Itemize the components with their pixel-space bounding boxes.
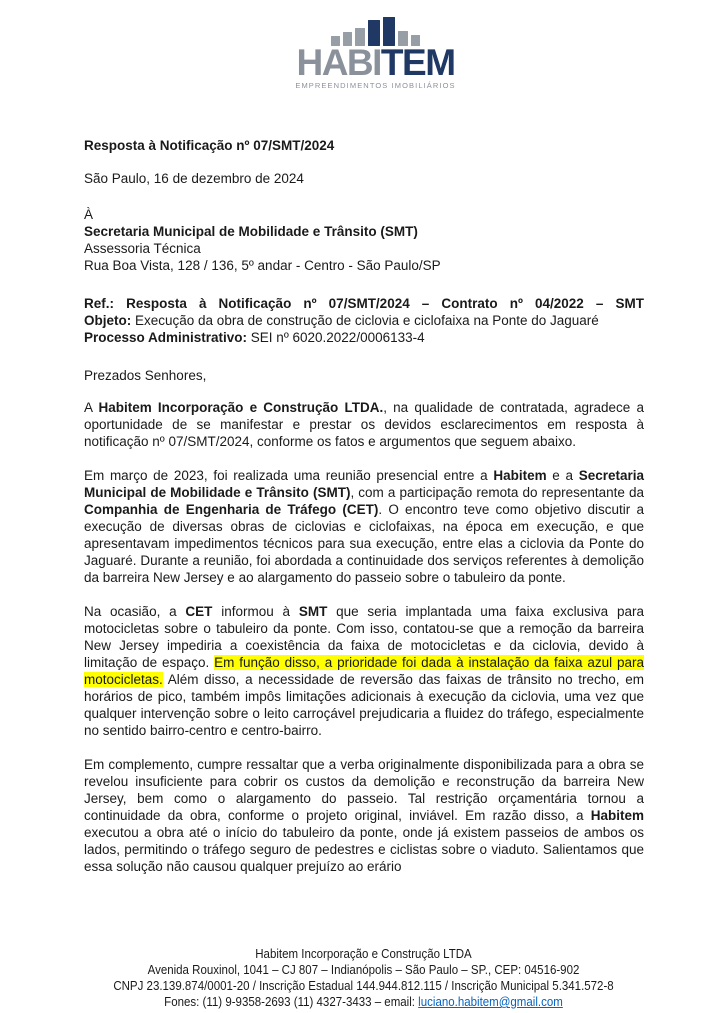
email-link[interactable]: luciano.habitem@gmail.com: [418, 995, 563, 1009]
reference-block: [84, 295, 644, 346]
footer: [29, 946, 698, 1010]
reference-line: [84, 295, 644, 312]
objeto-line: [84, 312, 644, 329]
text-run: Em complemento, cumpre ressaltar que a verba originalmente disponibilizada para a obra se revelou insuficiente para cobrir os custos da demolição e reconstrução da barreira New Jersey, bem como o alargamento do passeio. Tal restrição orçamentária tornou a continuidade da obra, conforme o projeto original, inviável. Em razão disso, a: [84, 757, 644, 823]
logo-wordmark-gray: HABI: [296, 42, 381, 83]
body-paragraph: [84, 399, 644, 450]
logo-tagline: EMPREENDIMENTOS IMOBILIÁRIOS: [295, 81, 456, 90]
text-run: Habitem Incorporação e Construção LTDA.: [98, 400, 384, 415]
text-run: . O encontro teve como objetivo discutir a execução de diversas obras de ciclovias e ciclofaixas, na época em execução, e que apresentavam impedimentos técnicos para sua execução, entre elas a ciclovia da Ponte do Jaguaré. Durante a reunião, foi abordada a continuidade dos serviços referentes à demolição da barreira New Jersey e ao alargamento do passeio sobre o tabuleiro da ponte.: [84, 502, 645, 585]
footer-phones: Fones: (11) 9-9358-2693 (11) 4327-3433 – email:: [164, 995, 419, 1009]
text-run: CET: [185, 604, 213, 619]
text-run: e a: [546, 468, 579, 483]
body-paragraph: [84, 603, 644, 739]
recipient-address: Rua Boa Vista, 128 / 136, 5º andar - Centro - São Paulo/SP: [84, 258, 441, 273]
highlighted-text: Em função disso, a prioridade foi dada à instalação da faixa azul para motocicletas.: [84, 655, 644, 687]
text-run: Processo Administrativo:: [84, 330, 248, 345]
text-run: A: [84, 400, 99, 415]
text-run: Habitem: [590, 808, 644, 823]
recipient-department: Assessoria Técnica: [84, 241, 201, 256]
processo-line: [84, 329, 644, 346]
text-run: Na ocasião, a: [84, 604, 186, 619]
footer-address: Avenida Rouxinol, 1041 – CJ 807 – Indianópolis – São Paulo – SP., CEP: 04516-902: [147, 963, 580, 977]
text-run: executou a obra até o início do tabuleiro da ponte, onde já existem passeios de ambos os lados, permitindo o tráfego seguro de pedestres e ciclistas sobre o viaduto. Salientamos que essa solução não causou qualquer prejuízo ao erário: [84, 825, 644, 874]
text-run: SMT: [298, 604, 328, 619]
body-paragraph: [84, 467, 644, 586]
text-run: Objeto:: [84, 313, 132, 328]
text-run: , na qualidade de contratada, agradece a oportunidade de se manifestar e prestar os devidos esclarecimentos em resposta à notificação nº 07/SMT/2024, conforme os fatos e argumentos que seguem abaixo.: [84, 400, 644, 449]
text-run: Ref.: Resposta à Notificação nº 07/SMT/2024 – Contrato nº 04/2022 – SMT: [84, 296, 644, 311]
letter-body: [0, 137, 727, 875]
footer-company: Habitem Incorporação e Construção LTDA: [255, 947, 472, 961]
text-run: Em março de 2023, foi realizada uma reunião presencial entre a: [84, 468, 494, 483]
footer-registration: CNPJ 23.139.874/0001-20 / Inscrição Estadual 144.944.812.115 / Inscrição Municipal 5.341.572-8: [113, 979, 614, 993]
letter-subject: Resposta à Notificação nº 07/SMT/2024: [84, 138, 335, 153]
text-run: Execução da obra de construção de ciclovia e ciclofaixa na Ponte do Jaguaré: [131, 313, 599, 328]
greeting: Prezados Senhores,: [84, 368, 207, 383]
habitem-logo: [12, 0, 727, 92]
text-run: Além disso, a necessidade de reversão das faixas de trânsito no trecho, em horários de pico, também impôs limitações adicionais à execução da ciclovia, uma vez que qualquer intervenção sobre o leito carroçável prejudicaria a fluidez do tráfego, especialmente no sentido bairro-centro e centro-bairro.: [84, 672, 644, 738]
text-run: Companhia de Engenharia de Tráfego (CET): [84, 502, 379, 517]
text-run: SEI nº 6020.2022/0006133-4: [247, 330, 425, 345]
text-run: Habitem: [493, 468, 547, 483]
logo-wordmark-navy: TEM: [380, 42, 455, 83]
text-run: , com a participação remota do representante da: [350, 485, 644, 500]
date-line: São Paulo, 16 de dezembro de 2024: [84, 171, 304, 186]
recipient-name: Secretaria Municipal de Mobilidade e Trânsito (SMT): [84, 224, 418, 239]
footer-contact: [29, 994, 698, 1010]
text-run: Secretaria Municipal de Mobilidade e Trânsito (SMT): [84, 468, 644, 500]
recipient-salutation: À: [84, 207, 94, 222]
text-run: informou à: [212, 604, 299, 619]
logo-wordmark: [296, 42, 455, 83]
body-paragraph: [84, 756, 644, 875]
text-run: que seria implantada uma faixa exclusiva para motocicletas sobre o tabuleiro da ponte. Com isso, contatou-se que a remoção da barreira New Jersey impediria a coexistência da faixa de motocicletas e da ciclovia, devido à limitação de espaço.: [84, 604, 644, 670]
recipient-block: [84, 206, 644, 274]
